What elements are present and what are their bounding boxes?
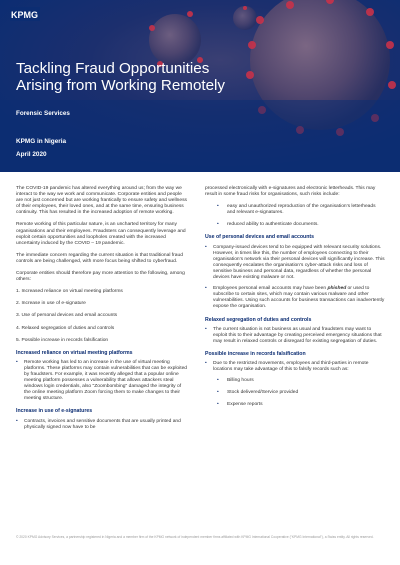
sub-bullet-item (205, 222, 385, 228)
bullet-text-part: Employees personal email accounts may have been (213, 286, 328, 292)
bullet-icon: • (16, 418, 18, 424)
subtitle: Forensic Services (16, 110, 70, 117)
sub-bullet-text: Expense reports (227, 402, 263, 408)
bullet-icon: • (205, 286, 207, 292)
sub-bullet-item (205, 390, 385, 396)
copyright-footer: © 2020 KPMG Advisory Services, a partnership registered in Nigeria and a member firm of the KPMG network of independent member firms affiliated with KPMG International Cooperative ("KPMG International"), a Swiss entity. All rights reserved. (16, 535, 374, 539)
bullet-text-part: or used to subscribe to certain sites, which may contain various malware and other vulnerabilities. Using such accounts for business transactions can inadvertently expose the organisation. (213, 286, 385, 310)
intro-paragraph-4: Corporate entities should therefore pay more attention to the following, among others: (16, 271, 185, 283)
list-item: 4. Relaxed segregation of duties and controls (16, 325, 115, 331)
title-line-1: Tackling Fraud Opportunities (16, 60, 210, 77)
page-title (16, 60, 316, 94)
list-item: 5. Possible increase in records falsification (16, 337, 109, 343)
hero-banner (0, 0, 400, 172)
section-heading-virtual-meetings: Increased reliance on virtual meeting platforms (16, 349, 133, 356)
list-item: 3. Use of personal devices and email accounts (16, 313, 118, 319)
section-heading-personal-devices: Use of personal devices and email accounts (205, 234, 314, 241)
bullet-text: Contracts, invoices and sensitive documents that are usually printed and physically signed now have to be (24, 418, 181, 430)
bullet-text: Company-issued devices tend to be equipped with relevant security solutions. However, in times like this, the number of employees connecting to their organisation's network via their personal devices will significantly increase. This consequently escalates the organisation's cyber-attack risks and loss of sensitive business and personal data, regardless of whether the personal devices have existing malware or not. (213, 244, 385, 281)
intro-paragraph-3: The immediate concern regarding the current situation is that traditional fraud controls are being challenged, with more focus being shifted to cyberfraud. (16, 252, 183, 264)
section-heading-records-falsification: Possible increase in records falsification (205, 350, 306, 357)
bullet-item (205, 361, 385, 373)
bullet-item (205, 327, 385, 345)
bullet-item (16, 360, 188, 403)
sub-bullet-item (205, 402, 385, 408)
continued-paragraph: processed electronically with e-signatures and electronic letterheads. This may result in some fraud risks for organisations, such risks include: (205, 186, 376, 198)
organisation: KPMG in Nigeria (16, 138, 67, 145)
right-column (205, 186, 385, 414)
sub-bullet-text: Stock delivered/Service provided (227, 390, 299, 396)
bullet-icon: • (205, 244, 207, 250)
sub-bullet-icon: • (217, 378, 219, 384)
section-heading-segregation: Relaxed segregation of duties and controls (205, 316, 312, 323)
title-line-2: Arising from Working Remotely (16, 77, 226, 94)
bullet-icon: • (205, 326, 207, 332)
sub-bullet-icon: • (217, 222, 219, 228)
bullet-text: The current situation is not business as usual and fraudsters may want to exploit this to their advantage by creating perceived emergency situations that may result in relaxed controls or disregard for existing segregation of duties. (213, 326, 382, 344)
sub-bullet-text: Billing hours (227, 378, 254, 384)
sub-bullet-text: reduced ability to authenticate documents. (227, 222, 319, 228)
svg-text:KPMG: KPMG (11, 10, 38, 20)
bullet-text: Due to the restricted movements, employees and third-parties in remote locations may take advantage of this to falsify records such as: (213, 360, 369, 373)
bullet-item (16, 419, 188, 431)
emphasis-phished: phished (327, 286, 347, 292)
sub-bullet-icon: • (217, 390, 219, 396)
list-item: 2. Increase in use of e-signature (16, 301, 86, 307)
publication-date: April 2020 (16, 151, 47, 158)
bullet-icon: • (205, 360, 207, 366)
sub-bullet-text: easy and unauthorized reproduction of the organisation's letterheads and relevant e-signatures. (227, 204, 376, 216)
left-column (16, 186, 188, 436)
bullet-item (205, 286, 385, 310)
intro-paragraph-1: The COVID-19 pandemic has altered everything around us; from the way we interact to the way we work and communicate. Corporate entities and people are not just concerned but are working frantically to ensure safety and wellness of their employees, their loved ones, and at the same time, ensuring business continuity. This has resulted in the increased adoption of remote working. (16, 186, 187, 216)
section-heading-e-signatures: Increase in use of e-signatures (16, 408, 93, 415)
bullet-icon: • (16, 359, 18, 365)
intro-paragraph-2: Remote working of this particular nature, is an uncharted territory for many organisations and their employees. Fraudsters can consequently leverage and exploit certain opportunities and loopholes created with the increased uncertainty induced by the COVID – 19 pandemic. (16, 222, 186, 246)
sub-bullet-item (205, 378, 385, 384)
sub-bullet-icon: • (217, 402, 219, 408)
bullet-item (205, 245, 385, 282)
list-item: 1. Increased reliance on virtual meeting platforms (16, 289, 123, 295)
sub-bullet-item (205, 204, 385, 216)
kpmg-logo (10, 7, 40, 21)
bullet-text: Remote working has led to an increase in the use of virtual meeting platforms. These platforms may contain vulnerabilities that can be exploited by fraudsters. For example, it was recently alleged that a popular online meeting platform possesses a vulnerability that allows attackers steal windows login credentials, also "Zoombombing" damaged the integrity of the online meeting platform Zoom forcing them to make changes to their meeting structure. (24, 359, 188, 402)
risk-list (16, 289, 188, 343)
sub-bullet-icon: • (217, 204, 219, 210)
